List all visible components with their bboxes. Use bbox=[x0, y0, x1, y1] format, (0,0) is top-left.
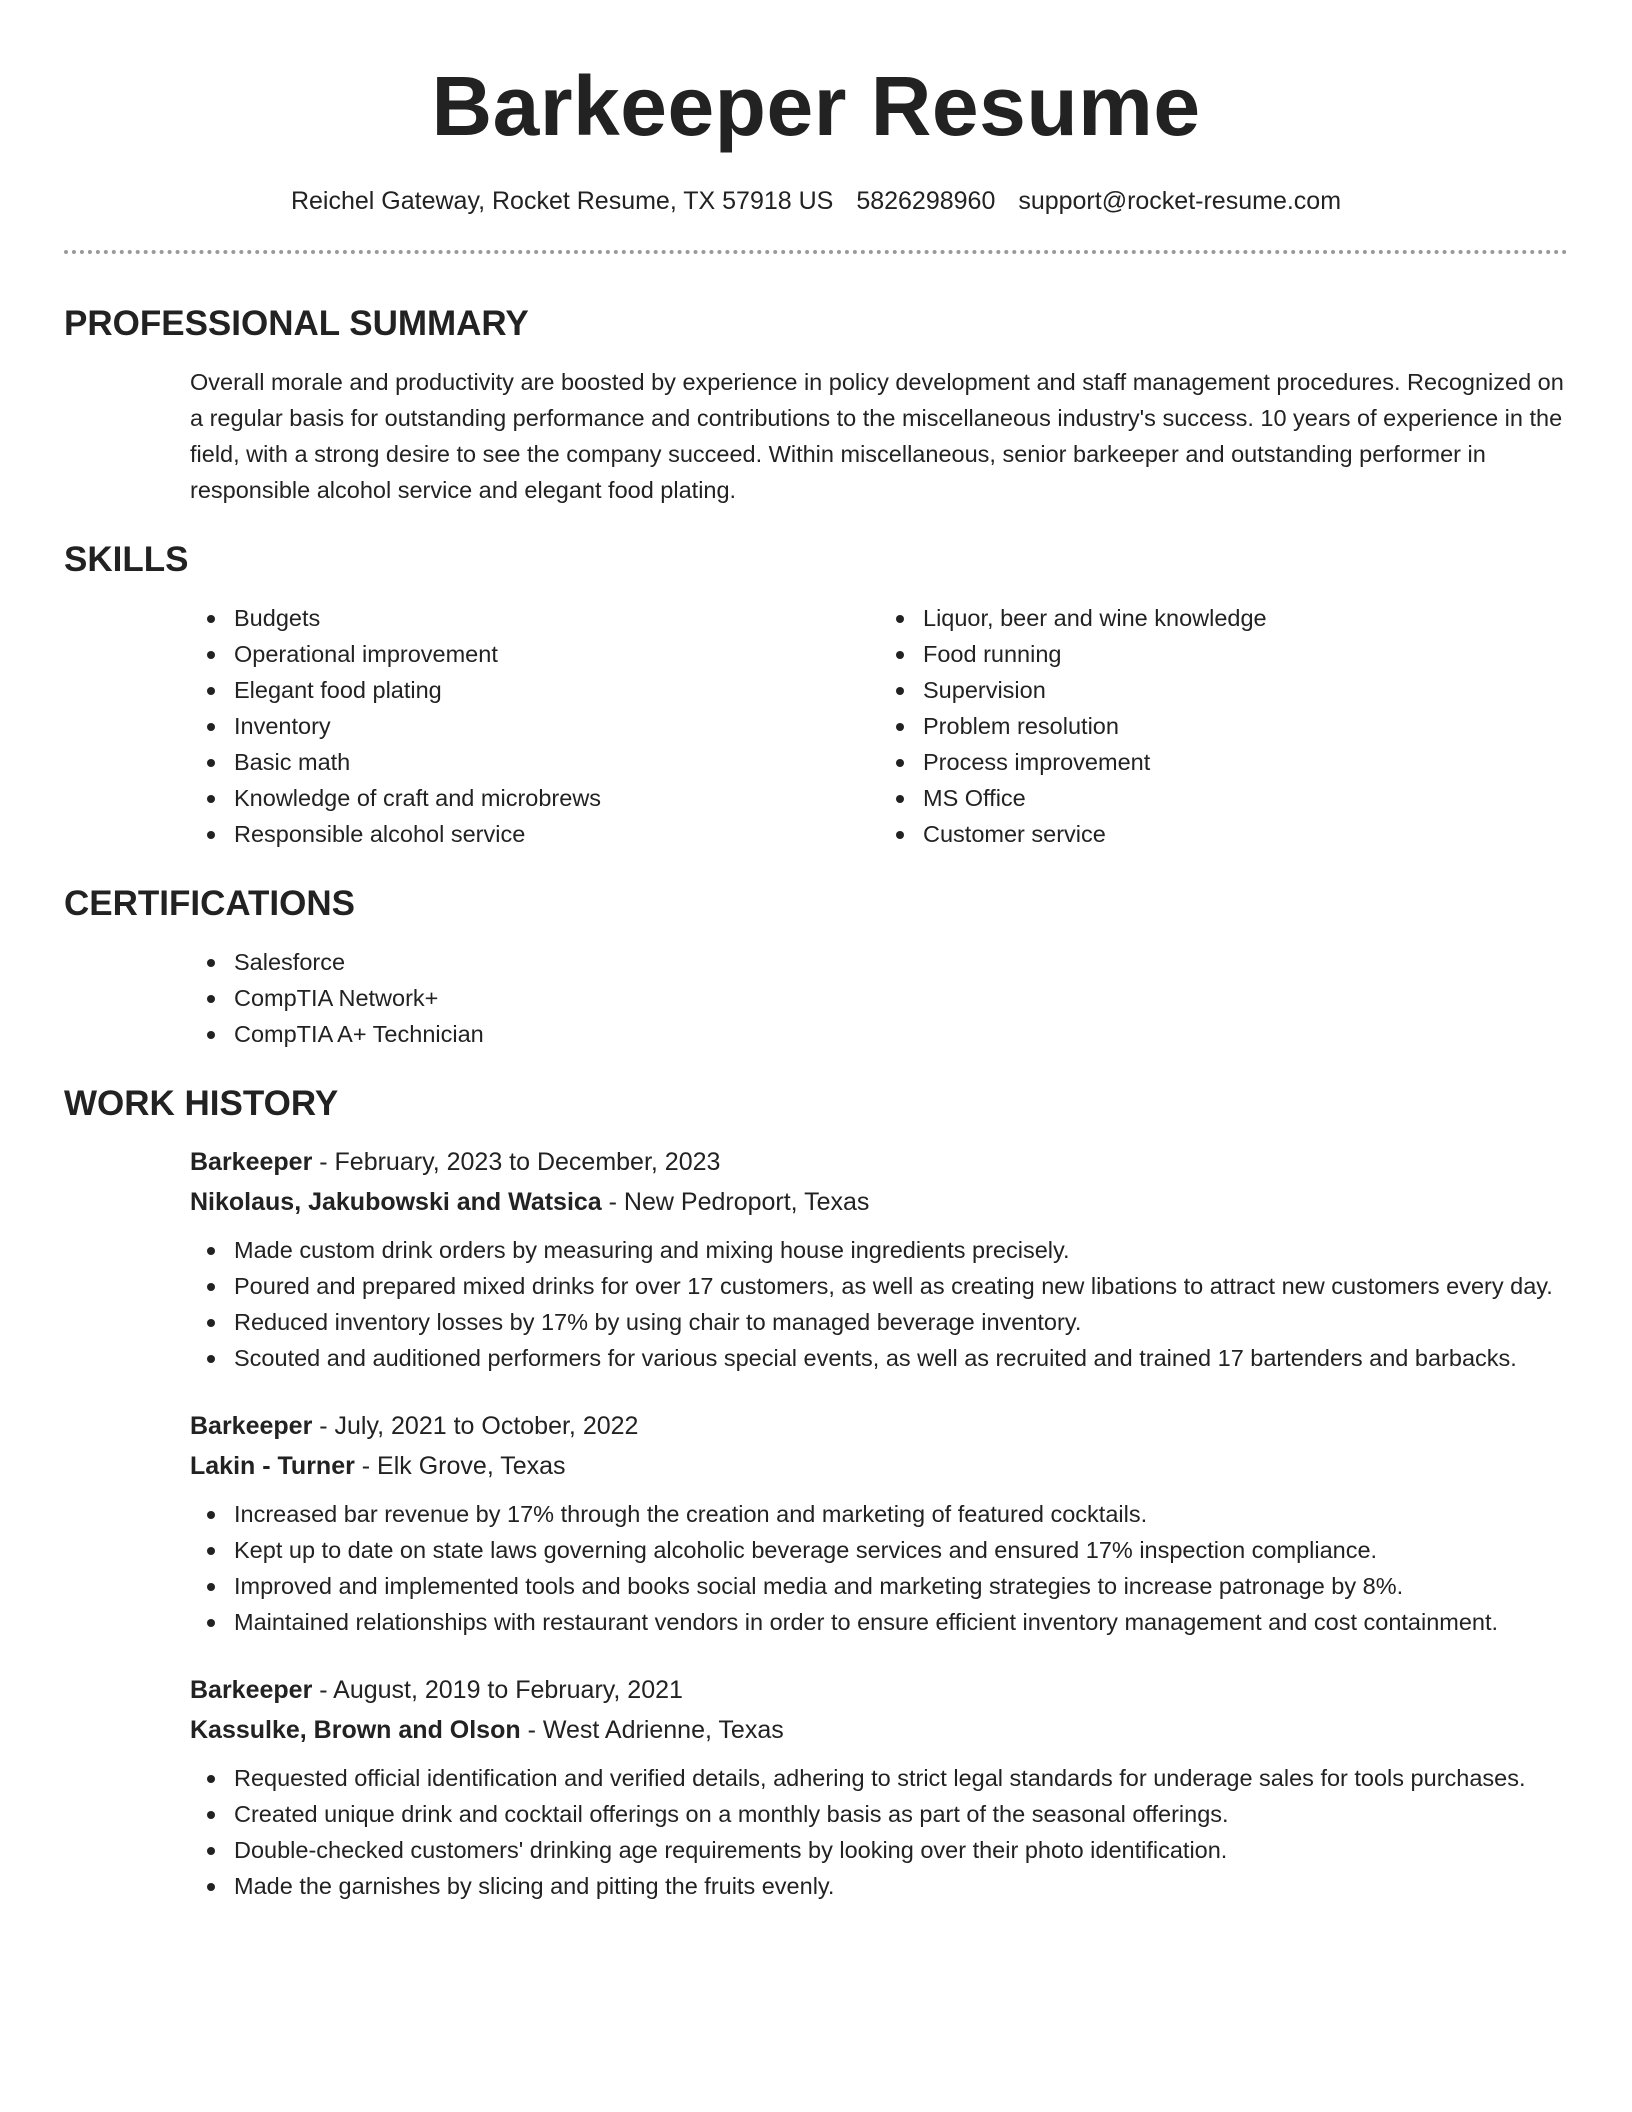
job-entry bbox=[190, 1670, 1568, 1904]
work-history-section bbox=[64, 1082, 1568, 1904]
job-bullet: Double-checked customers' drinking age requirements by looking over their photo identification. bbox=[234, 1832, 1568, 1868]
job-bullet: Increased bar revenue by 17% through the creation and marketing of featured cocktails. bbox=[234, 1496, 1568, 1532]
job-dates: - July, 2021 to October, 2022 bbox=[312, 1412, 639, 1440]
skill-item: Supervision bbox=[923, 672, 1568, 708]
section-title-certifications: CERTIFICATIONS bbox=[64, 884, 356, 923]
skill-item: Problem resolution bbox=[923, 708, 1568, 744]
job-role: Barkeeper bbox=[190, 1412, 313, 1440]
job-dates: - August, 2019 to February, 2021 bbox=[312, 1676, 683, 1704]
job-location: - New Pedroport, Texas bbox=[601, 1188, 870, 1216]
job-company-line bbox=[190, 1182, 1568, 1222]
section-title-summary: PROFESSIONAL SUMMARY bbox=[64, 304, 529, 343]
job-title-line bbox=[190, 1142, 1568, 1182]
job-bullet: Scouted and auditioned performers for various special events, as well as recruited and trained 17 bartenders and barbacks. bbox=[234, 1340, 1568, 1376]
summary-section bbox=[64, 302, 1568, 508]
job-bullet: Poured and prepared mixed drinks for over 17 customers, as well as creating new libations to attract new customers every day. bbox=[234, 1268, 1568, 1304]
job-bullet: Made custom drink orders by measuring and mixing house ingredients precisely. bbox=[234, 1232, 1568, 1268]
job-company: Nikolaus, Jakubowski and Watsica bbox=[190, 1188, 602, 1216]
header-divider bbox=[64, 250, 1568, 254]
certifications-body bbox=[64, 944, 1568, 1052]
skills-list-right bbox=[879, 600, 1568, 852]
job-bullet: Improved and implemented tools and books social media and marketing strategies to increase patronage by 8%. bbox=[234, 1568, 1568, 1604]
skills-list-left bbox=[190, 600, 879, 852]
skill-item: MS Office bbox=[923, 780, 1568, 816]
skills-section bbox=[64, 538, 1568, 852]
job-bullet: Reduced inventory losses by 17% by using chair to managed beverage inventory. bbox=[234, 1304, 1568, 1340]
job-company: Lakin - Turner bbox=[190, 1452, 355, 1480]
skill-item: Customer service bbox=[923, 816, 1568, 852]
certifications-section bbox=[64, 882, 1568, 1052]
skill-item: Responsible alcohol service bbox=[234, 816, 879, 852]
job-role: Barkeeper bbox=[190, 1148, 313, 1176]
skill-item: Budgets bbox=[234, 600, 879, 636]
skill-item: Elegant food plating bbox=[234, 672, 879, 708]
job-bullet: Maintained relationships with restaurant vendors in order to ensure efficient inventory management and cost containment. bbox=[234, 1604, 1568, 1640]
certification-item: Salesforce bbox=[234, 944, 1568, 980]
certifications-list bbox=[190, 944, 1568, 1052]
job-location: - West Adrienne, Texas bbox=[520, 1716, 784, 1744]
skill-item: Food running bbox=[923, 636, 1568, 672]
summary-text: Overall morale and productivity are boosted by experience in policy development and staff management procedures. Recognized on a regular basis for outstanding performance and contributions to the miscellaneous industry's success. 10 years of experience in the field, with a strong desire to see the company succeed. Within miscellaneous, senior barkeeper and outstanding performer in responsible alcohol service and elegant food plating. bbox=[190, 369, 1564, 503]
contact-phone: 5826298960 bbox=[856, 187, 996, 215]
contact-email: support@rocket-resume.com bbox=[1018, 187, 1342, 215]
job-dates: - February, 2023 to December, 2023 bbox=[312, 1148, 721, 1176]
skill-item: Basic math bbox=[234, 744, 879, 780]
job-bullet: Requested official identification and verified details, adhering to strict legal standards for underage sales for tools purchases. bbox=[234, 1760, 1568, 1796]
job-company-line bbox=[190, 1446, 1568, 1486]
job-bullet: Created unique drink and cocktail offerings on a monthly basis as part of the seasonal offerings. bbox=[234, 1796, 1568, 1832]
job-bullets bbox=[190, 1232, 1568, 1376]
resume-title: Barkeeper Resume bbox=[431, 59, 1201, 153]
work-history-body bbox=[64, 1142, 1568, 1904]
resume-header bbox=[64, 0, 1568, 218]
skill-item: Process improvement bbox=[923, 744, 1568, 780]
certification-item: CompTIA Network+ bbox=[234, 980, 1568, 1016]
skill-item: Liquor, beer and wine knowledge bbox=[923, 600, 1568, 636]
job-bullets bbox=[190, 1496, 1568, 1640]
contact-address: Reichel Gateway, Rocket Resume, TX 57918 US bbox=[290, 187, 834, 215]
skill-item: Operational improvement bbox=[234, 636, 879, 672]
job-title-line bbox=[190, 1406, 1568, 1446]
job-entry bbox=[190, 1406, 1568, 1640]
job-bullets bbox=[190, 1760, 1568, 1904]
skills-grid bbox=[190, 600, 1568, 852]
contact-line bbox=[64, 184, 1568, 218]
job-entry bbox=[190, 1142, 1568, 1376]
job-role: Barkeeper bbox=[190, 1676, 313, 1704]
job-bullet: Kept up to date on state laws governing alcoholic beverage services and ensured 17% inspection compliance. bbox=[234, 1532, 1568, 1568]
section-title-skills: SKILLS bbox=[64, 540, 189, 579]
job-company-line bbox=[190, 1710, 1568, 1750]
job-location: - Elk Grove, Texas bbox=[354, 1452, 566, 1480]
skills-body bbox=[64, 600, 1568, 852]
section-title-work-history: WORK HISTORY bbox=[64, 1084, 339, 1123]
job-company: Kassulke, Brown and Olson bbox=[190, 1716, 521, 1744]
job-bullet: Made the garnishes by slicing and pitting the fruits evenly. bbox=[234, 1868, 1568, 1904]
skill-item: Knowledge of craft and microbrews bbox=[234, 780, 879, 816]
skill-item: Inventory bbox=[234, 708, 879, 744]
job-title-line bbox=[190, 1670, 1568, 1710]
certification-item: CompTIA A+ Technician bbox=[234, 1016, 1568, 1052]
